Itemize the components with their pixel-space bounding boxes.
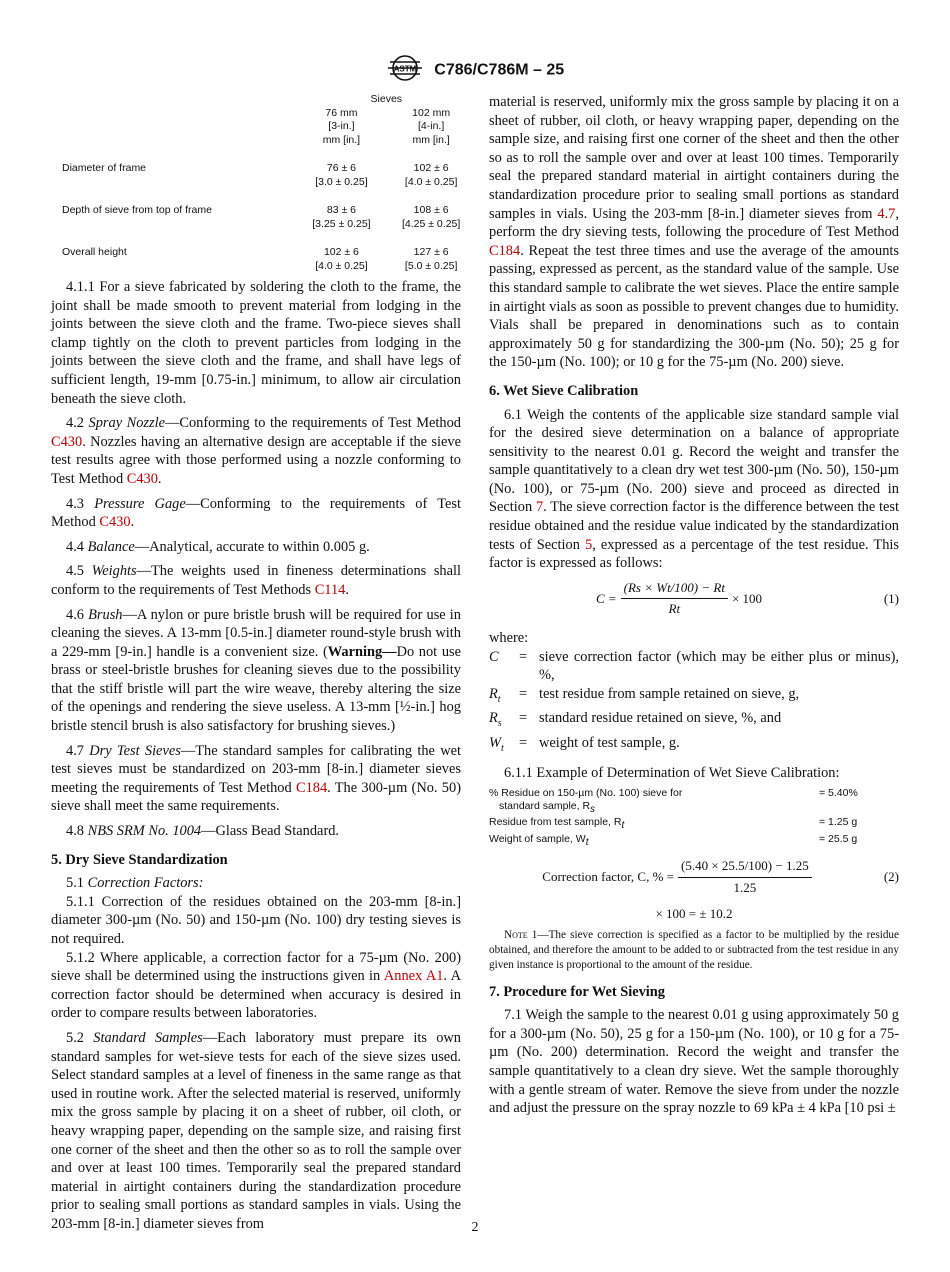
page-header: [0, 55, 950, 86]
ref-link[interactable]: C184: [295, 779, 328, 796]
cell: [4.0 ± 0.25]: [404, 175, 458, 188]
row-label: Depth of sieve from top of frame: [62, 204, 212, 216]
para-4-2: 4.2 Spray Nozzle—Conforming to the requirements of Test Method C430. Nozzles having an alternative design are acceptable if the sieve test results agree with those performed using a nozzle conforming to Test Method C430.: [51, 415, 461, 487]
eq1-fraction: [621, 579, 728, 619]
list-item: $W_t$ = weight of test sample, g.: [489, 734, 680, 754]
where-label: where:: [489, 630, 529, 647]
example-table: [489, 787, 899, 849]
section-heading-6: 6. Wet Sieve Calibration: [489, 382, 639, 399]
table-row: [56, 246, 476, 260]
para-5-1-1: 5.1.1 Correction of the residues obtained on the 203-mm [8-in.] diameter 300-µm (No. 50) and 150-µm (No. 100) dry testing sieves is not required.: [51, 893, 461, 947]
ref-link[interactable]: C184: [489, 242, 521, 259]
eq1-denominator: Rt: [668, 601, 681, 617]
ref-link[interactable]: Annex A1: [383, 968, 444, 985]
table-row: [56, 204, 476, 218]
equation-1: [489, 579, 899, 619]
para-4-7: 4.7 Dry Test Sieves—The standard samples for calibrating the wet test sieves must be standardized on 203-mm [8-in.] diameter sieves meeting the requirements of Test Method C184. The 300-µm (No. 50) sieve shall meet the same requirements.: [51, 742, 461, 815]
list-item: $R_s$ = standard residue retained on sieve, %, and: [489, 710, 782, 730]
ref-link[interactable]: 5: [585, 536, 593, 553]
col1-header-line1: 76 mm: [325, 106, 358, 119]
section-heading-7: 7. Procedure for Wet Sieving: [489, 983, 666, 1000]
cell: 83 ± 6: [326, 204, 356, 216]
para-4-1-1: 4.1.1 For a sieve fabricated by soldering the cloth to the frame, the joint shall be made smooth to prevent material from lodging in the joints between the sieve cloth and the frame. Two-piece sieves shall clamp tightly on the cloth to prevent particles from lodging in the joints between the sieve cloth and the frame, and shall have legs of sufficient length, 19-mm [0.75-in.] minimum, to allow air circulation beneath the sieve cloth.: [51, 279, 461, 407]
right-column: [489, 93, 899, 1118]
logo-text: ASTM: [393, 64, 417, 74]
col2-header-line2: [4-in.]: [418, 120, 445, 132]
col2-header-line1: 102 mm: [412, 106, 451, 119]
variable-list: [489, 648, 899, 759]
eq1-tail: × 100: [731, 590, 763, 606]
ref-link[interactable]: 4.7: [877, 205, 896, 222]
eq2-number: (2): [883, 868, 899, 884]
astm-logo-icon: [386, 55, 424, 86]
row-label: Diameter of frame: [62, 162, 147, 174]
para-4-6: 4.6 Brush—A nylon or pure bristle brush will be required for use in cleaning the sieves. A 13-mm [0.5-in.] diameter round-style brush with a 229-mm [9-in.] handle is a convenient size. (Warning—Do not use brass or steel-bristle brushes for cleaning sieves due to the possibility that the stiff bristle will part the wire weave, thereby altering the size of the openings and rendering the sieve useless. A 13-mm [½-in.] hog bristle stencil brush is also satisfactory for brushing sieves.): [51, 606, 461, 735]
para-4-8: 4.8 NBS SRM No. 1004—Glass Bead Standard.: [66, 823, 340, 840]
table-row: Residue from test sample, $R_t$ = 1.25 g: [489, 816, 858, 832]
row-label: Overall height: [62, 246, 127, 258]
para-4-4: 4.4 Balance—Analytical, accurate to within 0.005 g.: [66, 538, 370, 555]
cell: 127 ± 6: [413, 246, 449, 258]
table-row: [56, 162, 476, 176]
note-1: Note 1—The sieve correction is specified as a factor to be multiplied by the residue obtained, and therefore the amount to be added to or subtracted from the test residue in any given instance is proportional to the amount of the residue.: [489, 928, 899, 971]
cell: 76 ± 6: [326, 162, 356, 174]
col2-header-line3: mm [in.]: [412, 133, 450, 146]
sieve-dimensions-table: [56, 93, 476, 273]
para-5-1-2: 5.1.2 Where applicable, a correction factor for a 75-µm (No. 200) sieve shall be determined using the instructions given in Annex A1. A correction factor should be determined when accuracy is desired in order to compare results between laboratories.: [51, 949, 462, 1022]
standard-designation: C786/C786M – 25: [434, 61, 565, 79]
page-number: 2: [471, 1220, 479, 1235]
table-caption: Sieves: [370, 93, 403, 105]
para-5-2-start: 5.2 Standard Samples—Each laboratory must prepare its own standard samples for wet-sieve tests for each of the sieve sizes used. Select standard samples at a level of fineness in the same range as that used in routine work. After the selected material is reserved, uniformly mix the gross sample by placing it on a sheet of rubber, oil cloth, or heavy wrapping paper, depending on the sample size, and raising first one corner of the sheet and then the other so as to roll the sample over and over at least 100 times. Temporarily seal the prepared standard material in airtight containers during the standardization procedure prior to sealing small portions as standard samples in vials. Using the 203-mm [8-in.] diameter sieves from: [51, 1029, 461, 1232]
eq1-number: (1): [883, 590, 899, 606]
eq1-lhs: C =: [595, 590, 617, 606]
cell: [4.25 ± 0.25]: [401, 217, 461, 230]
cell: [3.25 ± 0.25]: [312, 217, 371, 230]
cell: [5.0 ± 0.25]: [404, 259, 458, 272]
para-4-3: 4.3 Pressure Gage—Conforming to the requirements of Test Method C430.: [51, 495, 461, 531]
table-row: % Residue on 150-µm (No. 100) sieve for = 5.40%: [489, 786, 858, 799]
para-6-1: 6.1 Weigh the contents of the applicable size standard sample vial for the desired sieve determination on a balance of appropriate sensitivity to the nearest 0.01 g. Record the weight and transfer the sample quantitatively to a clean dry wet test 300-µm (No. 50), 150-µm (No. 100), or 75-µm (No. 200) sieve and proceed as directed in Section 7. The sieve correction factor is the difference between the test residue obtained and the residue value indicated by the standardization tests of Section 5, expressed as a percentage of the test residue. This factor is expressed as follows:: [489, 406, 900, 572]
cell: [3.0 ± 0.25]: [315, 175, 368, 188]
section-heading-5: 5. Dry Sieve Standardization: [51, 851, 228, 868]
cell: 108 ± 6: [413, 204, 449, 216]
col1-header-line2: [3-in.]: [328, 120, 355, 132]
eq2-numerator: (5.40 × 25.5/100) − 1.25: [678, 857, 812, 878]
col1-header-line3: mm [in.]: [322, 133, 361, 146]
list-item: C = sieve correction factor (which may be either plus or minus), %,: [489, 648, 899, 684]
ref-link[interactable]: 7: [535, 499, 544, 516]
ref-link[interactable]: C430: [99, 514, 131, 531]
cell: [4.0 ± 0.25]: [315, 259, 368, 272]
left-column: [51, 93, 462, 1232]
eq2-fraction: [678, 857, 812, 897]
cell: 102 ± 6: [413, 162, 449, 174]
para-5-2-continued: material is reserved, uniformly mix the gross sample by placing it on a sheet of rubber, oil cloth, or heavy wrapping paper, depending on the sample size, and raising first one corner of the sheet and then the other so as to roll the sample over and over at least 100 times. Temporarily seal the prepared standard material in airtight containers during the standardization procedure prior to sealing small portions as standard samples in vials. Using the 203-mm [8-in.] diameter sieves from 4.7, perform the dry sieving tests, following the procedure of Test Method C184. Repeat the test three times and use the average of the amounts passing, expressed as percent, as the standard value of the sample. Use this standard sample to calibrate the wet sieves. Place the entire sample in airtight vials as soon as possible to prevent changes due to humidity. Vials shall be prepared in denominations such as to contain approximately 50 g for standardizing the 300-µm (No. 50); 25 g for the 150-µm (No. 100); or 10 g for the 75-µm (No. 200) sieve.: [489, 94, 899, 371]
ref-link[interactable]: C114: [314, 581, 346, 598]
table-row: standard sample, $R_s$: [499, 800, 596, 816]
eq2-lhs: Correction factor, C, % =: [542, 868, 675, 884]
eq1-numerator: (Rs × Wt/100) − Rt: [621, 579, 728, 600]
table-row: Weight of sample, $W_t$ = 25.5 g: [489, 832, 858, 848]
para-4-5: 4.5 Weights—The weights used in fineness determinations shall conform to the requirements of Test Methods C114.: [51, 563, 461, 598]
list-item: $R_t$ = test residue from sample retained on sieve, g,: [489, 685, 800, 705]
ref-link[interactable]: C430: [126, 470, 158, 487]
equation-2: [489, 857, 899, 897]
para-7-1: 7.1 Weigh the sample to the nearest 0.01 g using approximately 50 g for a 300-µm (No. 50), 25 g for a 150-µm (No. 100), or 10 g for a 75-µm (No. 200) determination. Record the weight and transfer the sample quantitatively to a clean dry sieve. Wet the sample thoroughly with a gentle stream of water. Remove the sieve from under the nozzle and adjust the pressure on the spray nozzle to 69 kPa ± 4 kPa [10 psi ±: [489, 1007, 899, 1117]
cell: 102 ± 6: [323, 246, 359, 258]
eq2-denominator: 1.25: [733, 879, 757, 895]
para-5-1: 5.1 Correction Factors:: [66, 875, 204, 892]
ref-link[interactable]: C430: [51, 433, 83, 450]
para-6-1-1: 6.1.1 Example of Determination of Wet Sieve Calibration:: [504, 765, 840, 782]
eq2-tail: × 100 = ± 10.2: [655, 906, 733, 922]
